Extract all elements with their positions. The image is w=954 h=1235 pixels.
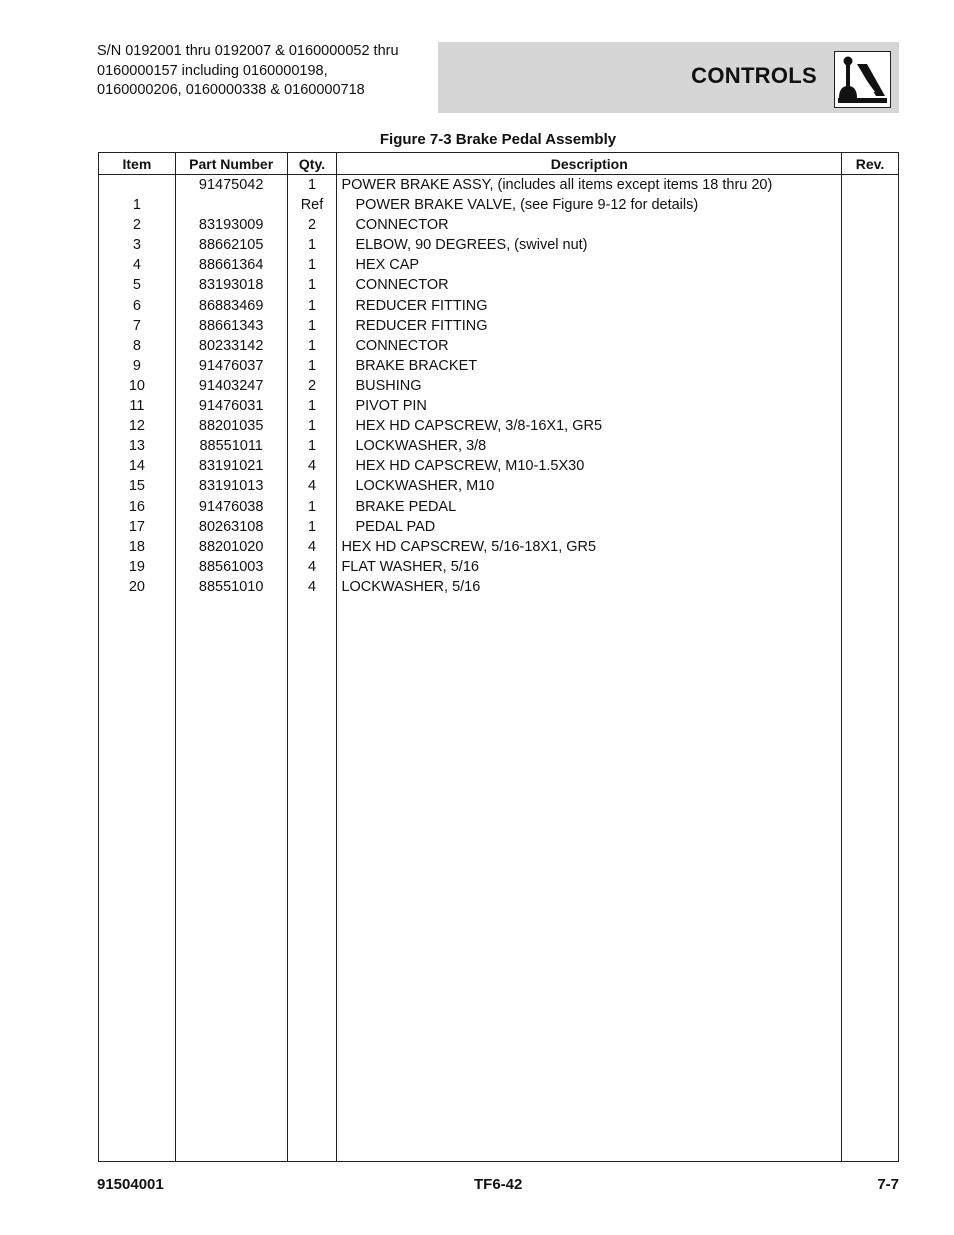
quantity-cell: 1	[307, 277, 317, 294]
item-number-cell: 17	[128, 518, 145, 535]
item-number-cell: 20	[128, 578, 145, 595]
item-number-cell: 13	[128, 438, 145, 455]
description-cell: HEX CAP	[355, 257, 420, 274]
revision-cell	[842, 557, 898, 577]
description-cell: LOCKWASHER, 5/16	[341, 578, 481, 595]
description-cell: POWER BRAKE VALVE, (see Figure 9-12 for details)	[355, 197, 699, 214]
revision-cell	[842, 476, 898, 496]
description-cell: REDUCER FITTING	[355, 297, 488, 314]
part-number-cell: 80233142	[198, 337, 264, 354]
item-number-cell: 12	[128, 418, 145, 435]
description-cell: PIVOT PIN	[355, 398, 427, 415]
item-number-cell: 14	[128, 458, 145, 475]
quantity-cell: 1	[307, 257, 317, 274]
revision-cell	[842, 436, 898, 456]
item-number-cell: 3	[132, 237, 141, 254]
description-cell: CONNECTOR	[355, 217, 449, 234]
item-number-cell: 11	[129, 398, 145, 415]
revision-cell	[842, 376, 898, 396]
quantity-cell: 4	[307, 478, 317, 495]
description-cell: CONNECTOR	[355, 277, 449, 294]
description-cell: LOCKWASHER, 3/8	[355, 438, 487, 455]
control-lever-icon	[834, 51, 891, 108]
quantity-cell: 1	[307, 418, 317, 435]
serial-line: S/N 0192001 thru 0192007 & 0160000052 thru	[97, 43, 399, 59]
revision-cell	[842, 215, 898, 235]
section-title: CONTROLS	[691, 63, 817, 88]
column-header-description: Description	[337, 153, 842, 175]
item-number-cell: 18	[128, 538, 145, 555]
part-number-cell: 91476037	[198, 357, 264, 374]
item-number-cell: 4	[132, 257, 141, 274]
section-banner	[438, 42, 899, 113]
description-cell: LOCKWASHER, M10	[355, 478, 495, 495]
quantity-cell: 1	[307, 297, 317, 314]
quantity-cell: 1	[307, 237, 317, 254]
item-number-cell	[99, 175, 175, 195]
serial-number-block	[97, 42, 437, 101]
quantity-cell: 1	[307, 177, 317, 193]
revision-cell	[842, 497, 898, 517]
quantity-cell: 4	[307, 558, 317, 575]
column-header-part-number: Part Number	[175, 153, 287, 175]
quantity-cell: 1	[307, 518, 317, 535]
revision-cell	[842, 235, 898, 255]
quantity-cell: 2	[307, 217, 317, 234]
quantity-cell: Ref	[300, 197, 324, 214]
quantity-cell: 1	[307, 398, 317, 415]
footer-model: TF6-42	[474, 1176, 523, 1193]
item-number-cell: 8	[132, 337, 141, 354]
item-number-cell: 16	[128, 498, 145, 515]
part-number-cell: 83193009	[198, 217, 264, 234]
qty-column	[287, 175, 337, 1162]
quantity-cell: 4	[307, 458, 317, 475]
column-header-item: Item	[99, 153, 176, 175]
footer-document-number: 91504001	[97, 1176, 164, 1193]
description-cell: PEDAL PAD	[355, 518, 436, 535]
column-header-qty: Qty.	[287, 153, 337, 175]
description-column	[337, 175, 842, 1162]
part-number-cell: 88661343	[198, 317, 264, 334]
serial-line: 0160000157 including 0160000198,	[97, 62, 328, 79]
figure-title: Figure 7-3 Brake Pedal Assembly	[379, 131, 617, 148]
revision-cell	[842, 537, 898, 557]
part-number-cell: 91403247	[198, 377, 264, 394]
description-cell: HEX HD CAPSCREW, 5/16-18X1, GR5	[341, 538, 597, 555]
description-cell: BUSHING	[355, 377, 422, 394]
parts-table	[98, 152, 899, 1162]
quantity-cell: 1	[307, 438, 317, 455]
description-cell: POWER BRAKE ASSY, (includes all items except items 18 thru 20)	[341, 177, 773, 193]
serial-line: 0160000206, 0160000338 & 0160000718	[97, 82, 365, 98]
revision-cell	[842, 356, 898, 376]
revision-cell	[842, 396, 898, 416]
revision-cell	[842, 336, 898, 356]
item-number-cell: 19	[128, 558, 145, 575]
table-header-row	[99, 153, 899, 175]
part-number-cell: 88661364	[198, 257, 264, 274]
revision-cell	[842, 175, 898, 195]
part-number-cell: 88201020	[198, 538, 264, 555]
item-number-cell: 1	[132, 197, 141, 214]
revision-cell	[842, 195, 898, 215]
quantity-cell: 1	[307, 317, 317, 334]
item-number-cell: 2	[132, 217, 141, 234]
column-header-rev: Rev.	[842, 153, 899, 175]
revision-cell	[842, 577, 898, 597]
part-number-column	[175, 175, 287, 1162]
revision-cell	[842, 255, 898, 275]
quantity-cell: 2	[307, 377, 317, 394]
description-cell: FLAT WASHER, 5/16	[341, 558, 479, 575]
part-number-cell: 83191021	[198, 458, 264, 475]
quantity-cell: 4	[307, 538, 317, 555]
item-number-cell: 10	[128, 377, 145, 394]
quantity-cell: 1	[307, 337, 317, 354]
revision-cell	[842, 416, 898, 436]
part-number-cell: 91475042	[198, 177, 264, 193]
part-number-cell: 91476031	[198, 398, 264, 415]
rev-column	[842, 175, 899, 1162]
item-number-cell: 15	[128, 478, 145, 495]
footer-page-number: 7-7	[877, 1176, 899, 1193]
part-number-cell: 86883469	[198, 297, 264, 314]
revision-cell	[842, 517, 898, 537]
quantity-cell: 4	[307, 578, 317, 595]
revision-cell	[842, 316, 898, 336]
quantity-cell: 1	[307, 357, 317, 374]
description-cell: CONNECTOR	[355, 337, 449, 354]
item-number-cell: 5	[132, 277, 141, 294]
description-cell: REDUCER FITTING	[355, 317, 488, 334]
description-cell: BRAKE PEDAL	[355, 498, 457, 515]
part-number-cell: 88201035	[198, 418, 264, 435]
item-number-cell: 9	[132, 357, 141, 374]
description-cell: BRAKE BRACKET	[355, 357, 478, 374]
part-number-cell: 80263108	[198, 518, 264, 535]
revision-cell	[842, 296, 898, 316]
description-cell: HEX HD CAPSCREW, M10-1.5X30	[355, 458, 585, 475]
quantity-cell: 1	[307, 498, 317, 515]
revision-cell	[842, 275, 898, 295]
description-cell: HEX HD CAPSCREW, 3/8-16X1, GR5	[355, 418, 603, 435]
part-number-cell: 88551010	[198, 578, 264, 595]
item-number-cell: 7	[132, 317, 141, 334]
part-number-cell: 83193018	[198, 277, 264, 294]
part-number-cell	[176, 195, 287, 215]
part-number-cell: 91476038	[198, 498, 264, 515]
item-number-cell: 6	[132, 297, 141, 314]
description-cell: ELBOW, 90 DEGREES, (swivel nut)	[355, 237, 588, 254]
item-column	[99, 175, 176, 1162]
part-number-cell: 88561003	[198, 558, 264, 575]
part-number-cell: 88551011	[199, 438, 263, 455]
part-number-cell: 83191013	[198, 478, 264, 495]
part-number-cell: 88662105	[198, 237, 264, 254]
revision-cell	[842, 456, 898, 476]
